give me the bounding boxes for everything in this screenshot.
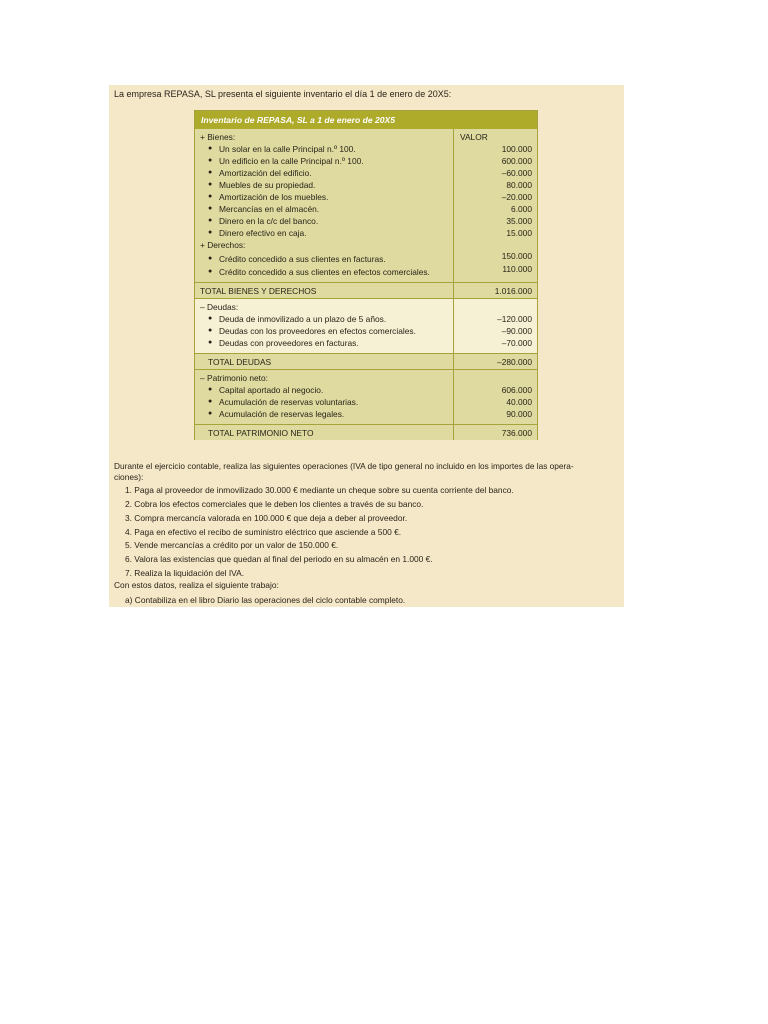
row-label: Capital aportado al negocio. (219, 385, 324, 395)
total-bienes-label: TOTAL BIENES Y DERECHOS (200, 286, 317, 296)
operation-item: 1. Paga al proveedor de inmovilizado 30.000 € mediante un cheque sobre su cuenta corriente del banco. (125, 485, 514, 495)
table-row (195, 266, 537, 278)
divider (195, 424, 537, 425)
row-label: Crédito concedido a sus clientes en facturas. (219, 254, 386, 264)
bullet-icon: ● (208, 410, 213, 417)
row-label: Dinero en la c/c del banco. (219, 216, 319, 226)
table-row (195, 203, 537, 215)
table-row (195, 313, 537, 325)
table-row (195, 143, 537, 155)
deudas-heading: – Deudas: (200, 302, 239, 312)
total-bienes-value: 1.016.000 (494, 286, 532, 296)
intro-text: La empresa REPASA, SL presenta el siguiente inventario el día 1 de enero de 20X5: (114, 89, 452, 99)
exercise-panel (109, 85, 624, 607)
total-patrimonio-label: TOTAL PATRIMONIO NETO (208, 428, 314, 438)
divider (195, 369, 537, 370)
table-row (195, 131, 537, 143)
bullet-icon: ● (208, 339, 213, 346)
row-value: 15.000 (506, 228, 532, 238)
total-patrimonio-value: 736.000 (501, 428, 532, 438)
row-value: 110.000 (502, 264, 532, 274)
row-value: 90.000 (506, 409, 532, 419)
row-value: –90.000 (501, 326, 532, 336)
operation-item: 3. Compra mercancía valorada en 100.000 € que deja a deber al proveedor. (125, 513, 408, 523)
bullet-icon: ● (208, 315, 213, 322)
derechos-heading: + Derechos: (200, 240, 246, 250)
bullet-icon: ● (208, 181, 213, 188)
total-row (195, 356, 537, 368)
value-column-header: VALOR (460, 132, 488, 142)
table-row (195, 239, 537, 251)
bullet-icon: ● (208, 386, 213, 393)
bullet-icon: ● (208, 169, 213, 176)
operation-item: 5. Vende mercancías a crédito por un valor de 150.000 €. (125, 540, 339, 550)
table-row (195, 227, 537, 239)
table-row (195, 179, 537, 191)
bullet-icon: ● (208, 229, 213, 236)
operation-item: 4. Paga en efectivo el recibo de suministro eléctrico que asciende a 500 €. (125, 527, 402, 537)
bullet-icon: ● (208, 327, 213, 334)
bullet-icon: ● (208, 255, 213, 262)
table-row (195, 191, 537, 203)
row-label: Deudas con proveedores en facturas. (219, 338, 359, 348)
table-row (195, 408, 537, 420)
row-value: –120.000 (497, 314, 532, 324)
bullet-icon: ● (208, 145, 213, 152)
row-value: 606.000 (501, 385, 532, 395)
row-label: Dinero efectivo en caja. (219, 228, 307, 238)
table-row (195, 325, 537, 337)
row-value: 35.000 (506, 216, 532, 226)
operation-item: 7. Realiza la liquidación del IVA. (125, 568, 245, 578)
work-intro: Con estos datos, realiza el siguiente trabajo: (114, 580, 279, 590)
row-value: 100.000 (501, 144, 532, 154)
table-row (195, 396, 537, 408)
bullet-icon: ● (208, 398, 213, 405)
row-label: Acumulación de reservas legales. (219, 409, 345, 419)
bullet-icon: ● (208, 217, 213, 224)
row-value: 40.000 (506, 397, 532, 407)
table-row (195, 337, 537, 349)
bullet-icon: ● (208, 157, 213, 164)
row-label: Un edificio en la calle Principal n.º 100. (219, 156, 364, 166)
row-label: Deudas con los proveedores en efectos comerciales. (219, 326, 416, 336)
row-value: –70.000 (501, 338, 532, 348)
row-value: 80.000 (506, 180, 532, 190)
row-value: 6.000 (511, 204, 532, 214)
row-label: Deuda de inmovilizado a un plazo de 5 años. (219, 314, 387, 324)
operations-intro: Durante el ejercicio contable, realiza las siguientes operaciones (IVA de tipo general no incluido en los importes de las opera- (114, 461, 574, 471)
bienes-heading: + Bienes: (200, 132, 236, 142)
row-label: Amortización del edificio. (219, 168, 312, 178)
table-row (195, 372, 537, 384)
divider (195, 353, 537, 354)
bullet-icon: ● (208, 205, 213, 212)
total-row (195, 285, 537, 297)
table-row (195, 167, 537, 179)
row-label: Muebles de su propiedad. (219, 180, 316, 190)
table-row (195, 301, 537, 313)
bullet-icon: ● (208, 193, 213, 200)
row-value: –60.000 (501, 168, 532, 178)
row-label: Un solar en la calle Principal n.º 100. (219, 144, 356, 154)
row-value: 150.000 (501, 251, 532, 261)
divider (195, 298, 537, 299)
table-title: Inventario de REPASA, SL a 1 de enero de 20X5 (195, 111, 537, 129)
row-label: Amortización de los muebles. (219, 192, 329, 202)
row-value: –20.000 (501, 192, 532, 202)
bullet-icon: ● (208, 268, 213, 275)
inventory-table (194, 110, 538, 440)
patrimonio-heading: – Patrimonio neto: (200, 373, 268, 383)
total-row (195, 427, 537, 439)
table-row (195, 155, 537, 167)
operations-intro-cont: ciones): (114, 472, 144, 482)
row-label: Crédito concedido a sus clientes en efectos comerciales. (219, 267, 430, 277)
operation-item: 6. Valora las existencias que quedan al final del periodo en su almacén en 1.000 €. (125, 554, 433, 564)
row-label: Acumulación de reservas voluntarias. (219, 397, 359, 407)
operation-item: 2. Cobra los efectos comerciales que le deben los clientes a través de su banco. (125, 499, 424, 509)
row-label: Mercancías en el almacén. (219, 204, 320, 214)
total-deudas-value: –280.000 (497, 357, 532, 367)
divider (195, 282, 537, 283)
table-row (195, 253, 537, 265)
table-row (195, 215, 537, 227)
table-row (195, 384, 537, 396)
total-deudas-label: TOTAL DEUDAS (208, 357, 272, 367)
row-value: 600.000 (501, 156, 532, 166)
task-a: a) Contabiliza en el libro Diario las operaciones del ciclo contable completo. (125, 595, 406, 605)
